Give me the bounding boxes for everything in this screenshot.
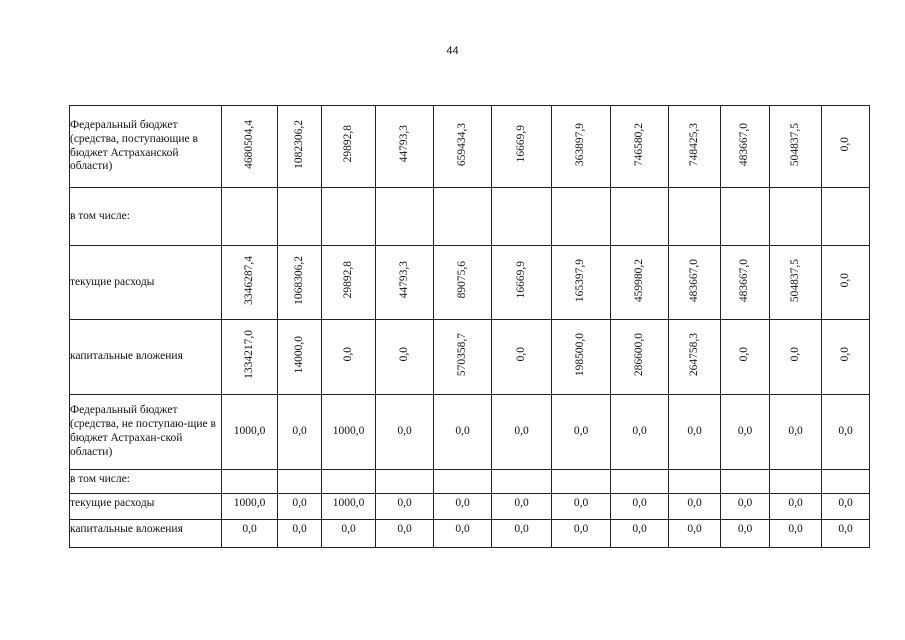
row-label: текущие расходы	[70, 246, 222, 320]
table-cell	[492, 106, 552, 188]
cell-value: 1334217,0	[242, 330, 255, 380]
budget-table	[69, 105, 870, 548]
table-cell	[376, 106, 434, 188]
table-cell	[721, 470, 770, 494]
table-cell	[278, 188, 322, 246]
table-cell	[376, 470, 434, 494]
cell-value: 0,0	[788, 347, 801, 362]
table-cell	[552, 246, 611, 320]
table-row	[70, 470, 870, 494]
table-cell	[822, 320, 870, 395]
table-cell	[822, 106, 870, 188]
table-cell	[770, 106, 822, 188]
cell-value: 459980,2	[632, 258, 645, 302]
table-row	[70, 395, 870, 470]
table-cell: 0,0	[552, 520, 611, 548]
table-cell	[322, 106, 376, 188]
table-cell: 0,0	[434, 395, 492, 470]
table-cell: 0,0	[822, 395, 870, 470]
cell-value: 1082306,2	[292, 119, 305, 169]
table-cell	[322, 246, 376, 320]
table-cell: 0,0	[322, 520, 376, 548]
cell-value: 44793,3	[397, 261, 410, 299]
table-cell	[492, 246, 552, 320]
table-cell: 0,0	[669, 520, 721, 548]
table-cell: 0,0	[492, 520, 552, 548]
cell-value: 44793,3	[397, 125, 410, 163]
table-cell: 1000,0	[322, 494, 376, 520]
table-cell: 0,0	[376, 395, 434, 470]
table-cell	[322, 188, 376, 246]
cell-value: 659434,3	[455, 122, 468, 166]
table-cell	[721, 188, 770, 246]
table-cell: 0,0	[770, 395, 822, 470]
table-cell	[721, 106, 770, 188]
table-cell: 0,0	[669, 494, 721, 520]
table-cell: 0,0	[552, 395, 611, 470]
table-cell: 0,0	[721, 520, 770, 548]
table-cell: 0,0	[376, 494, 434, 520]
cell-value: 16669,9	[514, 125, 527, 163]
table-cell: 0,0	[611, 395, 669, 470]
cell-value: 0,0	[397, 347, 410, 362]
table-row	[70, 246, 870, 320]
table-cell	[222, 246, 278, 320]
table-cell	[222, 106, 278, 188]
table-cell: 1000,0	[222, 395, 278, 470]
table-row	[70, 106, 870, 188]
table-cell: 0,0	[721, 395, 770, 470]
table-cell: 0,0	[822, 520, 870, 548]
table-cell: 0,0	[721, 494, 770, 520]
table-cell: 0,0	[822, 494, 870, 520]
table-cell	[222, 320, 278, 395]
table-cell	[669, 106, 721, 188]
table-cell	[611, 106, 669, 188]
row-label: в том числе:	[70, 188, 222, 246]
cell-value: 748425,3	[687, 122, 700, 166]
table-cell	[669, 470, 721, 494]
table-cell	[611, 470, 669, 494]
cell-value: 165397,9	[574, 258, 587, 302]
cell-value: 29892,8	[341, 261, 354, 299]
cell-value: 0,0	[838, 272, 851, 288]
table-cell	[278, 246, 322, 320]
table-cell	[721, 246, 770, 320]
cell-value: 198500,0	[574, 333, 587, 377]
table-cell: 0,0	[770, 520, 822, 548]
table-row	[70, 188, 870, 246]
table-cell: 1000,0	[322, 395, 376, 470]
table-cell	[822, 470, 870, 494]
row-label: капитальные вложения	[70, 520, 222, 548]
table-cell	[822, 246, 870, 320]
table-cell	[492, 470, 552, 494]
table-cell	[611, 188, 669, 246]
table-cell	[669, 246, 721, 320]
table-cell	[278, 320, 322, 395]
table-cell	[322, 320, 376, 395]
row-label: капитальные вложения	[70, 320, 222, 395]
table-cell: 0,0	[278, 520, 322, 548]
cell-value: 286600,0	[632, 333, 645, 377]
table-cell	[611, 246, 669, 320]
table-cell: 0,0	[278, 494, 322, 520]
table-row	[70, 494, 870, 520]
table-row	[70, 520, 870, 548]
table-cell: 0,0	[552, 494, 611, 520]
cell-value: 483667,0	[738, 258, 751, 302]
table-cell	[770, 470, 822, 494]
row-label: текущие расходы	[70, 494, 222, 520]
table-cell: 0,0	[492, 494, 552, 520]
table-cell: 0,0	[669, 395, 721, 470]
table-cell	[721, 320, 770, 395]
table-cell	[492, 320, 552, 395]
cell-value: 746580,2	[632, 122, 645, 166]
table-cell: 0,0	[492, 395, 552, 470]
table-cell	[322, 470, 376, 494]
table-cell	[770, 246, 822, 320]
cell-value: 16669,9	[514, 261, 527, 299]
table-cell	[376, 320, 434, 395]
table-cell	[492, 188, 552, 246]
cell-value: 1068306,2	[292, 255, 305, 305]
cell-value: 0,0	[514, 347, 527, 362]
table-cell: 1000,0	[222, 494, 278, 520]
table-cell	[552, 470, 611, 494]
row-label: Федеральный бюджет (средства, поступающие в бюджет Астраханской области)	[70, 106, 222, 188]
table-cell	[434, 320, 492, 395]
table-cell: 0,0	[278, 395, 322, 470]
table-cell	[434, 106, 492, 188]
table-cell	[669, 320, 721, 395]
table-cell: 0,0	[611, 520, 669, 548]
table-cell: 0,0	[376, 520, 434, 548]
cell-value: 0,0	[838, 347, 851, 362]
table-cell: 0,0	[611, 494, 669, 520]
row-label: в том числе:	[70, 470, 222, 494]
table-cell: 0,0	[222, 520, 278, 548]
row-label: Федеральный бюджет (средства, не поступаю-щие в бюджет Астрахан-ской области)	[70, 395, 222, 470]
page-number: 44	[446, 45, 459, 57]
table-cell	[770, 320, 822, 395]
table-cell	[278, 106, 322, 188]
table-cell	[770, 188, 822, 246]
table-cell	[822, 188, 870, 246]
table-cell	[552, 320, 611, 395]
cell-value: 504837,5	[788, 122, 801, 166]
cell-value: 483667,0	[738, 122, 751, 166]
cell-value: 363897,9	[574, 122, 587, 166]
table-cell: 0,0	[434, 520, 492, 548]
table-cell: 0,0	[770, 494, 822, 520]
table-cell	[434, 188, 492, 246]
cell-value: 4680504,4	[242, 119, 255, 169]
cell-value: 0,0	[341, 347, 354, 362]
cell-value: 570358,7	[455, 333, 468, 377]
table-cell	[552, 106, 611, 188]
cell-value: 264758,3	[687, 333, 700, 377]
table-cell	[669, 188, 721, 246]
cell-value: 0,0	[838, 136, 851, 152]
table-cell	[222, 470, 278, 494]
table-cell	[376, 188, 434, 246]
cell-value: 3346287,4	[242, 255, 255, 305]
table-cell: 0,0	[434, 494, 492, 520]
cell-value: 0,0	[738, 347, 751, 362]
table-cell	[434, 470, 492, 494]
table-cell	[552, 188, 611, 246]
table-cell	[434, 246, 492, 320]
cell-value: 504837,5	[788, 258, 801, 302]
table-cell	[376, 246, 434, 320]
cell-value: 89075,6	[455, 261, 468, 299]
cell-value: 483667,0	[687, 258, 700, 302]
table-cell	[278, 470, 322, 494]
table-cell	[611, 320, 669, 395]
cell-value: 29892,8	[341, 125, 354, 163]
cell-value: 14000,0	[292, 335, 305, 374]
table-cell	[222, 188, 278, 246]
table-row	[70, 320, 870, 395]
